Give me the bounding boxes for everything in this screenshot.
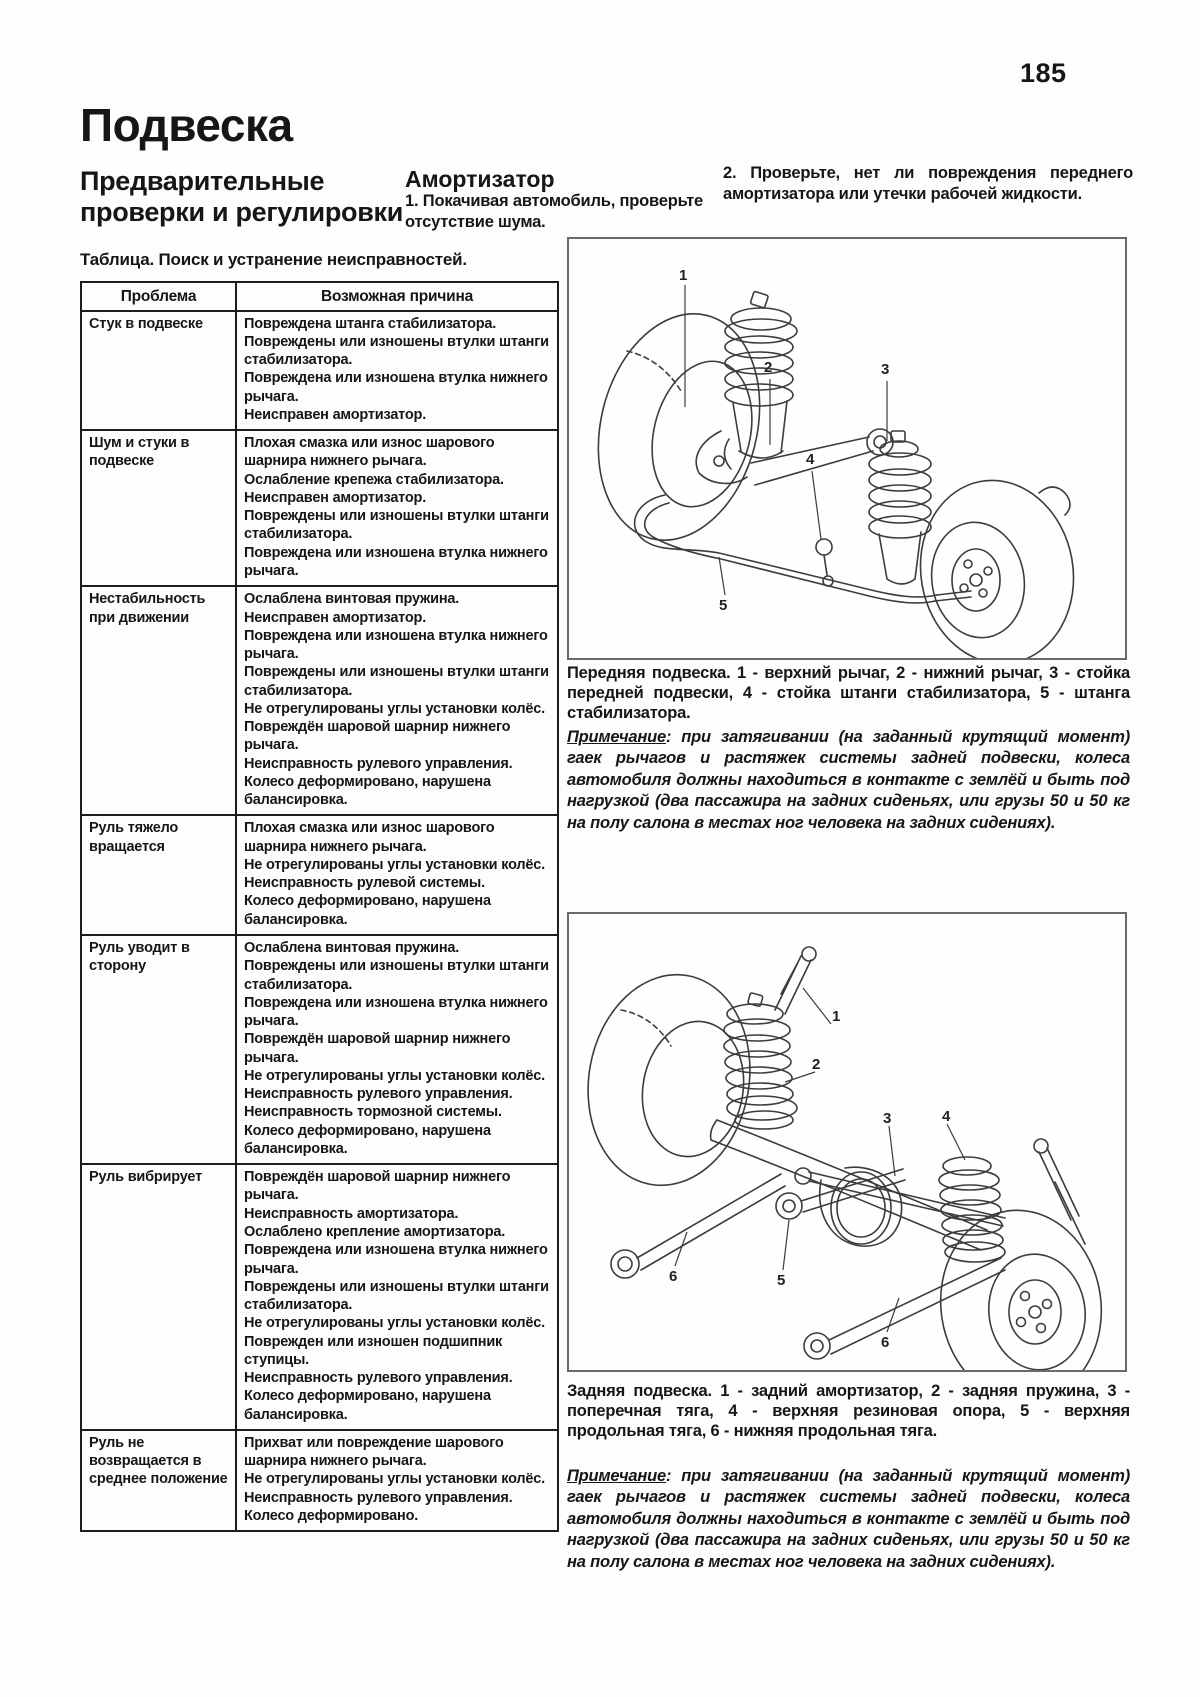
rear-suspension-figure [567,912,1127,1372]
note-text: : при затягивании (на заданный крутящий момент) гаек рычагов и растяжек системы задней подвески, колеса автомобиля должны находиться в контакте с землёй и быть под нагрузкой (два пассажира на задних сиденьях, или грузы 50 и 50 кг на полу салона в местах ног человека на задних сидениях). [567,728,1130,832]
cause-line: Прихват или повреждение шарового шарнира нижнего рычага. [244,1434,504,1470]
cause-line: Неисправен амортизатор. [244,489,427,506]
figure-callout-3: 3 [881,361,890,378]
note-label: Примечание [567,1467,667,1485]
figure-callout-1: 1 [832,1008,841,1025]
figure-callout-2: 2 [812,1056,821,1073]
figure-callout-3: 3 [883,1110,892,1127]
figure-callout-5: 5 [777,1272,786,1289]
cause-line: Повреждена или изношена втулка нижнего рычага. [244,994,548,1030]
problem-cell: Руль не возвращается в среднее положение [81,1430,236,1531]
table-header-row [81,282,558,311]
front-suspension-note [567,727,1130,834]
table-row [81,586,558,815]
fault-table [80,281,559,1532]
cause-line: Неисправность тормозной системы. [244,1104,502,1121]
cause-cell [236,1430,558,1531]
shock-step-2: 2. Проверьте, нет ли повреждения переднего амортизатора или утечки рабочей жидкости. [723,164,1133,204]
figure-callout-4: 4 [942,1108,951,1125]
cause-line: Неисправен амортизатор. [244,406,427,423]
cause-line: Плохая смазка или износ шарового шарнира нижнего рычага. [244,820,495,855]
problem-cell: Стук в подвеске [81,311,236,431]
figure-callout-5: 5 [719,597,728,614]
table-row [81,430,558,586]
figure-callout-1: 1 [679,267,688,284]
rear-suspension-caption: Задняя подвеска. 1 - задний амортизатор, 2 - задняя пружина, 3 - поперечная тяга, 4 - верхняя резиновая опора, 5 - верхняя продольная тяга, 6 - нижняя продольная тяга. [567,1382,1130,1441]
note-label: Примечание [567,728,667,746]
cause-line: Повреждены или изношены втулки штанги стабилизатора. [244,333,549,369]
figure-callout-4: 4 [806,451,815,468]
cause-cell [236,311,558,431]
cause-line: Поврежден или изношен подшипник ступицы. [244,1333,503,1368]
problem-cell: Руль вибрирует [81,1164,236,1430]
cause-line: Повреждены или изношены втулки штанги стабилизатора. [244,508,549,543]
cause-line: Не отрегулированы углы установки колёс. [244,1471,545,1488]
shock-step-1: 1. Покачивая автомобиль, проверьте отсутствие шума. [405,192,703,232]
col-header-cause: Возможная причина [236,282,558,311]
table-caption: Таблица. Поиск и устранение неисправностей. [80,250,467,269]
cause-line: Неисправность рулевого управления. [244,755,513,772]
table-row [81,1164,558,1430]
cause-line: Ослаблено крепление амортизатора. [244,1224,506,1240]
cause-line: Колесо деформировано, нарушена балансировка. [244,1388,491,1423]
cause-line: Повреждена или изношена втулка нижнего рычага. [244,1242,548,1277]
cause-cell [236,935,558,1164]
table-row [81,311,558,431]
rear-suspension-note [567,1466,1130,1573]
cause-line: Колесо деформировано, нарушена балансировка. [244,773,491,809]
cause-line: Ослабление крепежа стабилизатора. [244,471,504,488]
page-number: 185 [1020,58,1067,88]
cause-line: Колесо деформировано. [244,1507,419,1524]
cause-line: Неисправность рулевого управления. [244,1086,513,1103]
cause-line: Неисправность амортизатора. [244,1205,459,1222]
cause-line: Повреждена или изношена втулка нижнего рычага. [244,370,548,405]
rear-suspension-drawing [569,914,1125,1370]
fault-table-wrap [80,281,559,1532]
cause-line: Ослаблена винтовая пружина. [244,591,460,608]
cause-line: Не отрегулированы углы установки колёс. [244,1067,545,1084]
cause-line: Неисправность рулевого управления. [244,1370,513,1387]
note-text: : при затягивании (на заданный крутящий момент) гаек рычагов и растяжек системы задней подвески, колеса автомобиля должны находиться в контакте с землёй и быть под нагрузкой (два пассажира на задних сиденьях, или грузы 50 и 50 кг на полу салона в местах ног человека на задних сидениях). [567,1467,1130,1571]
cause-cell [236,1164,558,1430]
figure-callout-6b: 6 [881,1334,890,1351]
front-suspension-caption: Передняя подвеска. 1 - верхний рычаг, 2 - нижний рычаг, 3 - стойка передней подвески, 4 - стойка штанги стабилизатора, 5 - штанга стабилизатора. [567,664,1130,723]
cause-line: Повреждена или изношена втулка нижнего рычага. [244,544,548,579]
problem-cell: Руль тяжело вращается [81,815,236,935]
front-suspension-drawing [569,239,1125,658]
cause-line: Не отрегулированы углы установки колёс. [244,1315,545,1332]
cause-line: Неисправность рулевого управления. [244,1489,513,1506]
cause-line: Ослаблена винтовая пружина. [244,940,460,957]
cause-line: Повреждены или изношены втулки штанги стабилизатора. [244,1278,549,1314]
table-row [81,815,558,935]
figure-callout-2: 2 [764,359,773,376]
cause-line: Повреждён шаровой шарнир нижнего рычага. [244,1169,511,1204]
cause-line: Неисправность рулевой системы. [244,875,485,892]
figure-callout-6: 6 [669,1268,678,1285]
front-suspension-figure [567,237,1127,660]
problem-cell: Руль уводит в сторону [81,935,236,1164]
cause-line: Неисправен амортизатор. [244,609,427,626]
section-heading-preliminary: Предварительные проверки и регулировки [80,166,404,228]
cause-line: Колесо деформировано, нарушена балансировка. [244,1122,491,1157]
col-header-problem: Проблема [81,282,236,311]
section-heading-shock-absorber: Амортизатор [405,166,555,192]
cause-line: Повреждены или изношены втулки штанги стабилизатора. [244,664,549,699]
cause-line: Повреждены или изношены втулки штанги стабилизатора. [244,958,549,993]
page-title: Подвеска [80,99,293,151]
cause-line: Колесо деформировано, нарушена балансировка. [244,893,491,928]
problem-cell: Шум и стуки в подвеске [81,430,236,586]
cause-line: Повреждён шаровой шарнир нижнего рычага. [244,719,511,754]
cause-line: Не отрегулированы углы установки колёс. [244,700,545,717]
cause-line: Повреждён шаровой шарнир нижнего рычага. [244,1031,511,1066]
cause-cell [236,586,558,815]
cause-line: Не отрегулированы углы установки колёс. [244,856,545,873]
table-row [81,935,558,1164]
problem-cell: Нестабильность при движении [81,586,236,815]
cause-line: Плохая смазка или износ шарового шарнира нижнего рычага. [244,435,495,470]
cause-cell [236,430,558,586]
table-row [81,1430,558,1531]
cause-line: Повреждена штанга стабилизатора. [244,315,497,332]
cause-line: Повреждена или изношена втулка нижнего рычага. [244,627,548,663]
cause-cell [236,815,558,935]
